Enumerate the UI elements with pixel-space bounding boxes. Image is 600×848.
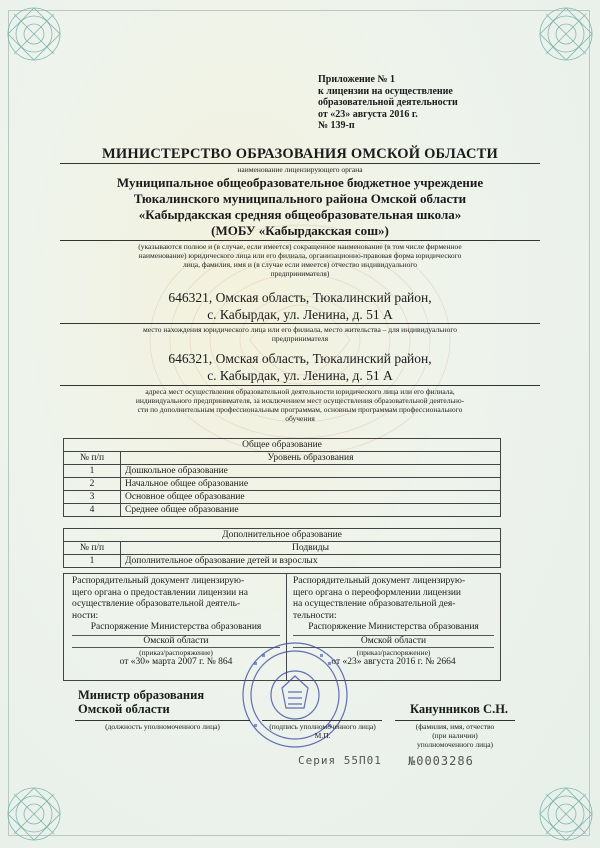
doc-line: осуществление образовательной деятель- bbox=[72, 599, 241, 609]
table-title-row bbox=[64, 439, 501, 452]
licensee-line: Тюкалинского муниципального района Омской области bbox=[133, 191, 467, 206]
doc-caption: (приказ/распоряжение) bbox=[72, 647, 280, 657]
licensee-line: Муниципальное общеобразовательное бюджетное учреждение bbox=[116, 175, 484, 190]
doc-type-line: Омской области bbox=[72, 635, 280, 648]
row-subtype: Дополнительное образование детей и взрослых bbox=[121, 555, 501, 568]
licensee-short-name: (МОБУ «Кабырдакская сош») bbox=[211, 223, 389, 238]
row-number: 4 bbox=[64, 504, 121, 517]
caption-line: (при наличии) bbox=[432, 731, 478, 740]
table-header-row bbox=[64, 542, 501, 555]
licensee-name bbox=[60, 175, 540, 239]
column-header-level: Уровень образования bbox=[121, 452, 501, 465]
ministry-caption: наименование лицензирующего органа bbox=[237, 165, 363, 174]
name-caption bbox=[395, 722, 515, 749]
caption-line: предпринимателя) bbox=[270, 269, 330, 278]
form-number: №0003286 bbox=[408, 754, 474, 768]
additional-education-table bbox=[63, 528, 501, 568]
appendix-line: образовательной деятельности bbox=[318, 97, 458, 108]
corner-ornament-bottom-left bbox=[0, 768, 80, 848]
legal-address-caption bbox=[70, 325, 530, 343]
row-number: 2 bbox=[64, 478, 121, 491]
table-row bbox=[64, 555, 501, 568]
address-line: с. Кабырдак, ул. Ленина, д. 51 А bbox=[207, 368, 393, 383]
position-line: Омской области bbox=[78, 702, 170, 716]
doc-line: тельности: bbox=[293, 610, 337, 621]
table-title: Общее образование bbox=[64, 439, 501, 452]
row-level: Дошкольное образование bbox=[121, 465, 501, 478]
caption-line: предпринимателя bbox=[271, 334, 329, 343]
doc-type-line: Омской области bbox=[293, 635, 494, 648]
corner-ornament-top-right bbox=[520, 0, 600, 80]
doc-date: от «23» августа 2016 г. № 2664 bbox=[331, 657, 456, 667]
appendix-line: к лицензии на осуществление bbox=[318, 85, 453, 97]
official-position bbox=[78, 688, 218, 716]
caption-line: (указываются полное и (в случае, если имеется) сокращенное наименование (в том числе фирменное bbox=[138, 242, 462, 251]
caption-line: адреса мест осуществления образовательной деятельности юридического лица или его филиала, bbox=[145, 387, 455, 396]
seal-place-label: М.П. bbox=[314, 731, 331, 740]
caption-line: (фамилия, имя, отчество bbox=[415, 722, 495, 731]
table-row bbox=[64, 491, 501, 504]
licensee-caption bbox=[80, 242, 520, 278]
doc-line: ности: bbox=[72, 610, 99, 621]
divider bbox=[60, 163, 540, 164]
divider bbox=[60, 240, 540, 241]
legal-address bbox=[60, 289, 540, 323]
doc-line: на осуществление образовательной дея- bbox=[293, 599, 456, 609]
doc-type-line: Распоряжение Министерства образования bbox=[308, 622, 479, 632]
licensee-line: «Кабырдакская средняя общеобразовательная школа» bbox=[138, 207, 462, 222]
row-number: 1 bbox=[64, 555, 121, 568]
column-header-number: № п/п bbox=[64, 452, 121, 465]
doc-type-line: Распоряжение Министерства образования bbox=[90, 622, 262, 632]
appendix-title: Приложение № 1 bbox=[318, 74, 396, 85]
divider bbox=[75, 720, 250, 721]
activity-address-caption bbox=[70, 387, 530, 423]
row-level: Основное общее образование bbox=[121, 491, 501, 504]
doc-line: Распорядительный документ лицензирую- bbox=[72, 576, 245, 586]
doc-line: Распорядительный документ лицензирую- bbox=[293, 576, 466, 586]
divider bbox=[60, 385, 540, 386]
table-row bbox=[64, 465, 501, 478]
caption-line: индивидуального предпринимателя, за исключением мест осуществления образовательной деятельно- bbox=[135, 396, 465, 405]
column-header-number: № п/п bbox=[64, 542, 121, 555]
caption-line: обучения bbox=[285, 414, 315, 423]
position-line: Министр образования bbox=[78, 688, 205, 702]
doc-caption: (приказ/распоряжение) bbox=[293, 647, 494, 657]
row-number: 3 bbox=[64, 491, 121, 504]
table-title-row bbox=[64, 529, 501, 542]
caption-line: лица, фамилия, имя и (в случае если имеется) отчество индивидуального bbox=[183, 260, 417, 269]
corner-ornament-bottom-right bbox=[520, 768, 600, 848]
table-header-row bbox=[64, 452, 501, 465]
doc-line: щего органа о переоформлении лицензии bbox=[293, 587, 461, 598]
caption-line: место нахождения юридического лица или его филиала, место жительства – для индивидуального bbox=[142, 325, 458, 334]
table-title: Дополнительное образование bbox=[64, 529, 501, 542]
caption-line: сти по дополнительным профессиональным программам, основным программам профессионального bbox=[137, 405, 463, 414]
row-number: 1 bbox=[64, 465, 121, 478]
row-level: Начальное общее образование bbox=[121, 478, 501, 491]
general-education-table bbox=[63, 438, 501, 517]
signature-caption: (подпись уполномоченного лица) bbox=[269, 722, 376, 731]
table-row bbox=[64, 478, 501, 491]
position-caption: (должность уполномоченного лица) bbox=[105, 722, 220, 731]
address-line: 646321, Омская область, Тюкалинский район, bbox=[168, 290, 432, 305]
column-header-subtype: Подвиды bbox=[121, 542, 501, 555]
signature-line bbox=[262, 720, 382, 721]
activity-address bbox=[60, 350, 540, 384]
divider bbox=[395, 720, 515, 721]
table-row bbox=[64, 504, 501, 517]
ministry-name: МИНИСТЕРСТВО ОБРАЗОВАНИЯ ОМСКОЙ ОБЛАСТИ bbox=[102, 146, 498, 162]
appendix-date: от «23» августа 2016 г. bbox=[318, 108, 418, 120]
address-line: с. Кабырдак, ул. Ленина, д. 51 А bbox=[207, 307, 393, 322]
appendix-header bbox=[318, 74, 488, 132]
doc-line: щего органа о предоставлении лицензии на bbox=[72, 587, 248, 598]
caption-line: уполномоченного лица) bbox=[416, 740, 494, 749]
caption-line: наименование) юридического лица или его филиала, организационно-правовая форма юридического bbox=[138, 251, 462, 260]
address-line: 646321, Омская область, Тюкалинский район, bbox=[168, 351, 432, 366]
corner-ornament-top-left bbox=[0, 0, 80, 80]
row-level: Среднее общее образование bbox=[121, 504, 501, 517]
appendix-number: № 139-п bbox=[318, 120, 355, 131]
official-name: Канунников С.Н. bbox=[410, 702, 509, 716]
form-series: Серия 55П01 bbox=[298, 754, 382, 767]
doc-date: от «30» марта 2007 г. № 864 bbox=[119, 657, 233, 667]
divider bbox=[60, 323, 540, 324]
